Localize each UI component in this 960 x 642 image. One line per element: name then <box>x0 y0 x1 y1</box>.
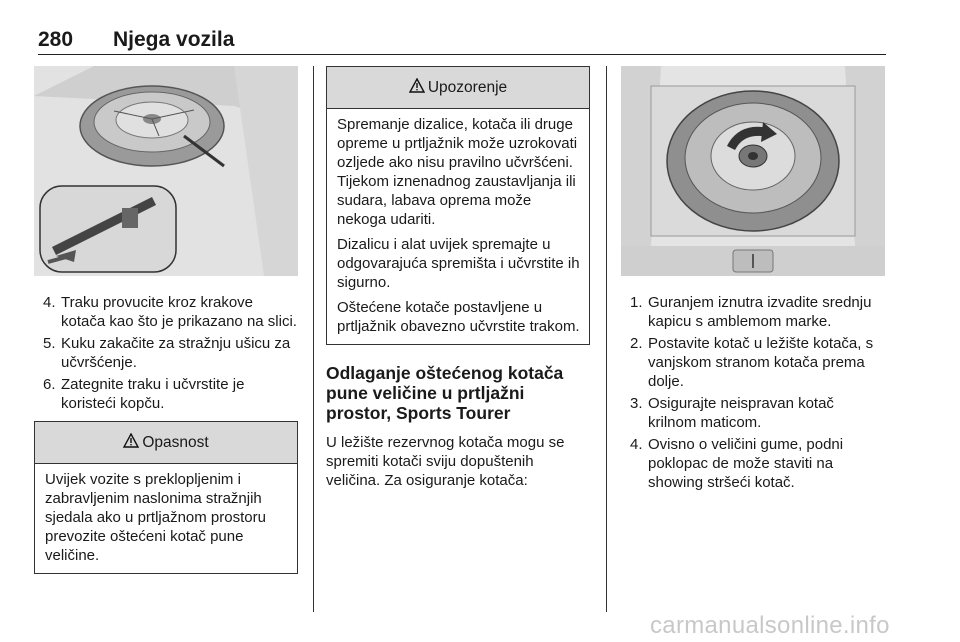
danger-box-title: Opasnost <box>142 433 209 451</box>
list-item: 2. Postavite kotač u ležište kotača, s vanjskom stranom kotača prema dolje. <box>630 335 874 390</box>
spare-wheel-well-illustration <box>621 66 885 276</box>
danger-text: Uvijek vozite s preklopljenim i zabravljenim naslonima stražnjih sjedala ako u prtljažnom prostoru prevozite oštećeni kotač pune veličine. <box>45 471 266 564</box>
list-item: 3. Osigurajte neispravan kotač krilnom maticom. <box>630 395 834 431</box>
body-text: U ležište rezervnog kotača mogu se spremiti kotači sviju dopuštenih veličina. Za osiguranje kotača: <box>326 434 565 489</box>
danger-box-body <box>35 464 297 573</box>
column-left <box>34 66 298 574</box>
warning-box-body <box>327 109 589 344</box>
page-number: 280 <box>38 28 74 51</box>
trunk-strap-illustration <box>34 66 298 276</box>
list-item: 1. Guranjem iznutra izvadite srednju kapicu s amblemom marke. <box>630 294 872 330</box>
list-item: 6. Zategnite traku i učvrstite je koristeći kopču. <box>43 376 245 412</box>
section-title: Njega vozila <box>113 28 235 51</box>
warning-box-header <box>327 67 589 109</box>
warning-box <box>326 66 590 345</box>
list-item: 4. Traku provucite kroz krakove kotača kao što je prikazano na slici. <box>43 294 297 330</box>
warning-paragraph: Oštećene kotače postavljene u prtljažnik obavezno učvrstite trakom. <box>337 299 580 335</box>
danger-box <box>34 421 298 574</box>
page-header <box>38 26 886 55</box>
warning-paragraph: Dizalicu i alat uvijek spremajte u odgovarajuća spremišta i učvrstite ih sigurno. <box>337 236 580 291</box>
list-item: 5. Kuku zakačite za stražnju ušicu za učvršćenje. <box>43 335 291 371</box>
list-item: 4. Ovisno o veličini gume, podni poklopac de može staviti na showing stršeći kotač. <box>630 436 844 491</box>
subheading: Odlaganje oštećenog kotača pune veličine u prtljažni prostor, Sports Tourer <box>326 363 564 423</box>
column-middle <box>326 66 590 490</box>
warning-triangle-icon <box>409 78 425 98</box>
column-divider <box>313 66 314 612</box>
warning-box-title: Upozorenje <box>427 78 508 96</box>
wheel-steps-list <box>621 293 885 492</box>
strap-steps-list <box>34 293 298 413</box>
column-right <box>621 66 885 495</box>
warning-triangle-icon <box>123 433 139 453</box>
warning-paragraph: Spremanje dizalice, kotača ili druge opreme u prtljažnik može uzrokovati ozljede ako nisu pravilno učvršćeni. Tijekom iznenadnog zaustavljanja ili sudara, labava oprema može nekoga udariti. <box>337 116 578 228</box>
watermark: carmanualsonline.info <box>650 612 890 639</box>
danger-box-header <box>35 422 297 464</box>
column-divider <box>606 66 607 612</box>
